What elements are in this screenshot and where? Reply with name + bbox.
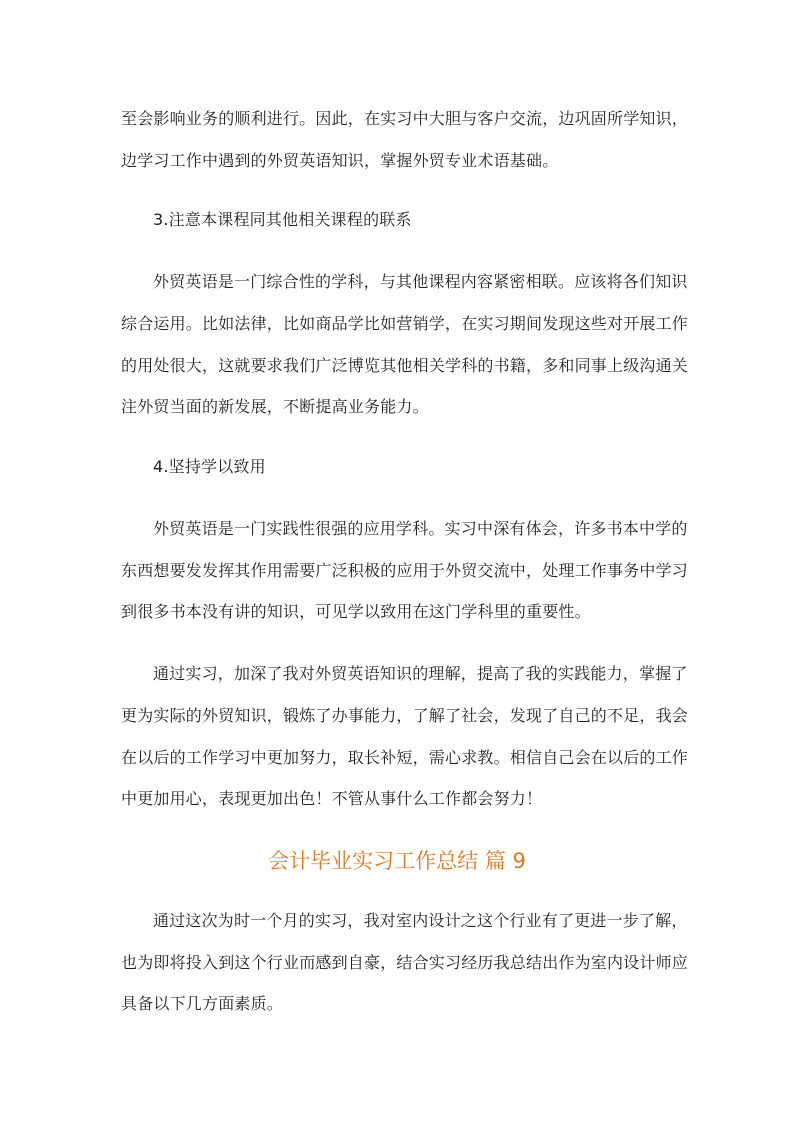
paragraph-6-line-4: 中更加用心，表现更加出色！不管从事什么工作都会努力！ <box>121 789 543 808</box>
point-3-title: 3.注意本课程同其他相关课程的联系 <box>153 210 412 229</box>
paragraph-3-line-4: 注外贸当面的新发展，不断提高业务能力。 <box>121 397 429 416</box>
point-4-title: 4.坚持学以致用 <box>153 457 266 476</box>
section-heading: 会计毕业实习工作总结 篇 9 <box>268 849 526 873</box>
paragraph-1-line-1: 至会影响业务的顺利进行。因此，在实习中大胆与客户交流，边巩固所学知识， <box>121 109 689 128</box>
paragraph-5-line-3: 到很多书本没有讲的知识，可见学以致用在这门学科里的重要性。 <box>121 602 591 621</box>
paragraph-1-line-2: 边学习工作中遇到的外贸英语知识，掌握外贸专业术语基础。 <box>121 151 559 170</box>
final-paragraph-line-3: 具备以下几方面素质。 <box>121 994 284 1013</box>
paragraph-6-line-1: 通过实习，加深了我对外贸英语知识的理解，提高了我的实践能力，掌握了 <box>153 664 688 683</box>
final-paragraph-line-2: 也为即将投入到这个行业而感到自豪，结合实习经历我总结出作为室内设计师应 <box>121 953 689 972</box>
paragraph-3-line-3: 的用处很大，这就要求我们广泛博览其他相关学科的书籍，多和同事上级沟通关 <box>121 356 689 375</box>
paragraph-6-line-3: 在以后的工作学习中更加努力，取长补短，需心求教。相信自己会在以后的工作 <box>121 748 689 767</box>
paragraph-5-line-2: 东西想要发发挥其作用需要广泛积极的应用于外贸交流中，处理工作事务中学习 <box>121 561 689 580</box>
final-paragraph-line-1: 通过这次为时一个月的实习，我对室内设计之这个行业有了更进一步了解， <box>153 911 688 930</box>
paragraph-3-line-1: 外贸英语是一门综合性的学科，与其他课程内容紧密相联。应该将各们知识 <box>153 272 688 291</box>
paragraph-3-line-2: 综合运用。比如法律，比如商品学比如营销学，在实习期间发现这些对开展工作 <box>121 314 689 333</box>
paragraph-5-line-1: 外贸英语是一门实践性很强的应用学科。实习中深有体会，许多书本中学的 <box>153 519 688 538</box>
paragraph-6-line-2: 更为实际的外贸知识，锻炼了办事能力，了解了社会，发现了自己的不足，我会 <box>121 706 689 725</box>
